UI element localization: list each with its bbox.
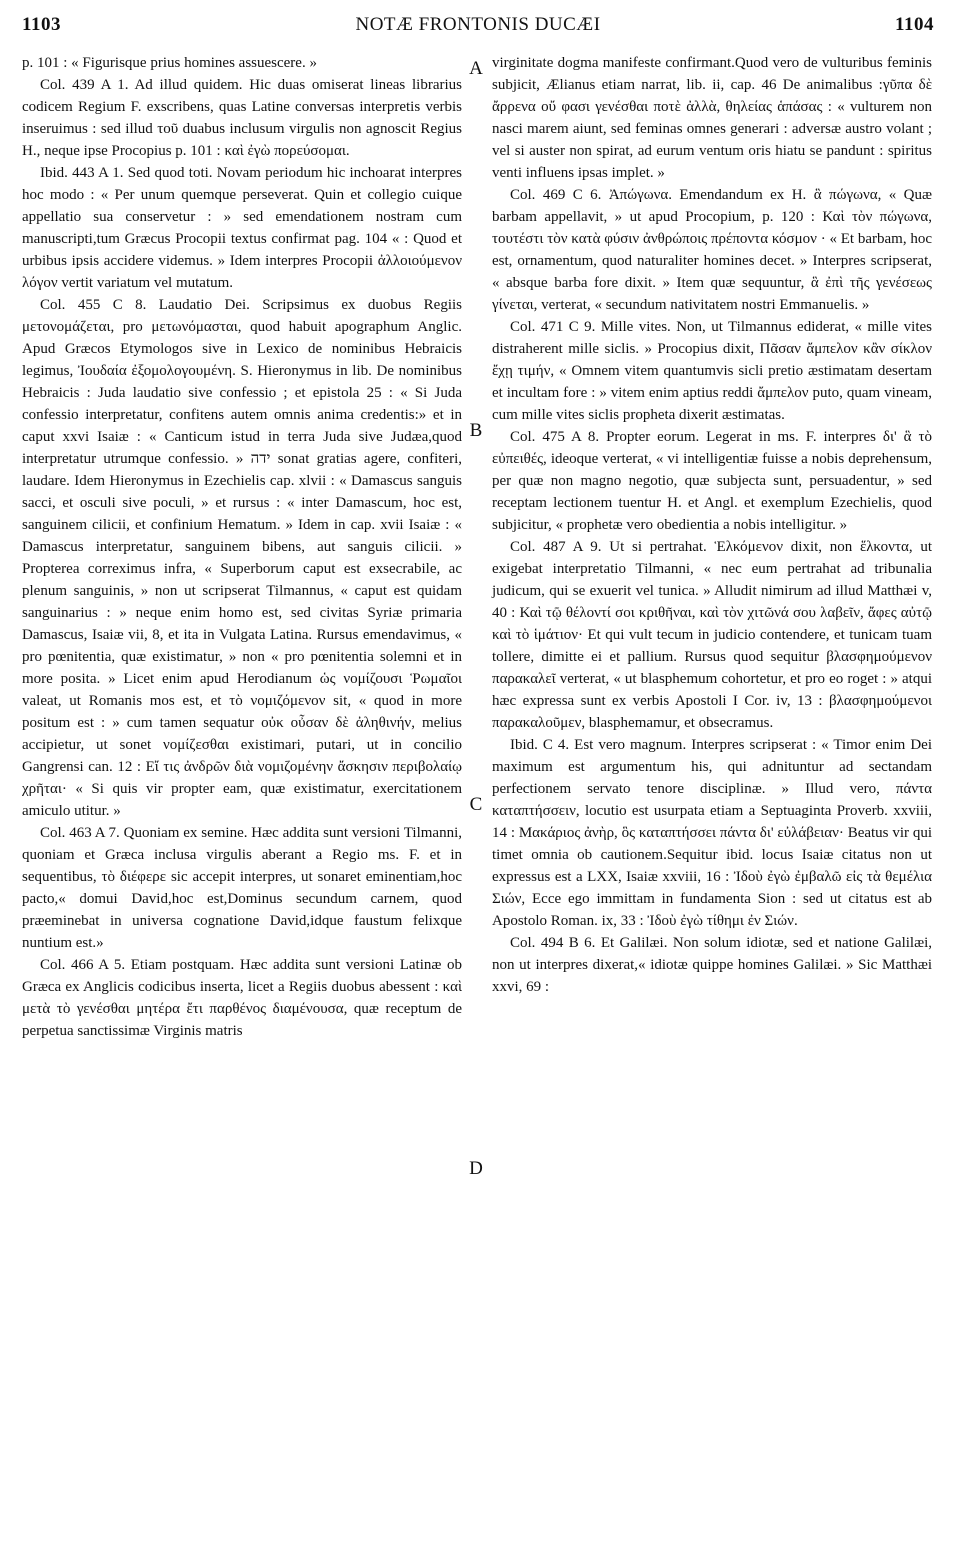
- paragraph: Col. 439 A 1. Ad illud quidem. Hic duas omiserat lineas librarius codicem Regium F. exscribens, quas Latine conversas interpretis verbis inseruimus : sed illud τοῦ duabus inclusum virgulis non agnoscit Regius H., neque ipse Procopius p. 101 : καὶ ἐγὼ πορεύσομαι.: [22, 77, 462, 159]
- paragraph: Col. 466 A 5. Etiam postquam. Hæc addita sunt versioni Latinæ ob Græca ex Anglicis codicibus inserta, licet a Regiis duobus abessent : καὶ μετὰ τὸ γενέσθαι μητέρα ἔτι παρθένος διαμένουσα, quæ receptum de perpetua sanctissimæ Virginis matris: [22, 957, 462, 1039]
- margin-marker-d: D: [469, 1158, 483, 1179]
- page-header: [22, 14, 934, 48]
- margin-marker-a: A: [469, 58, 483, 79]
- paragraph: Col. 469 C 6. Ἀπώγωνα. Emendandum ex H. ἃ πώγωνα, « Quæ barbam appellavit, » ut apud Procopium, p. 120 : Καὶ τὸν πώγωνα, τουτέστι τὸν κατὰ φύσιν ἀνθρώποις πρέποντα κόσμον · « Et barbam, hoc est, ornamentum, quod naturaliter homines decet. » Interpres scripserat, « absque barba fore dixit. » Item quæ sequuntur, ἃ ἐπὶ τῆς γενέσεως γίνεται, verterat, « secundum nativitatem nostri Emmanuelis. »: [492, 187, 932, 313]
- page-number-right: 1104: [895, 14, 934, 35]
- page-number-left: 1103: [22, 14, 61, 35]
- paragraph: Col. 494 B 6. Et Galilæi. Non solum idiotæ, sed et natione Galilæi, non ut interpres dixerat,« idiotæ quippe homines Galilæi. » Sic Matthæi xxvi, 69 :: [492, 935, 932, 995]
- paragraph: p. 101 : « Figurisque prius homines assuescere. »: [22, 55, 317, 71]
- right-column: [492, 52, 932, 998]
- paragraph: Col. 487 A 9. Ut si pertrahat. Ἑλκόμενον dixit, non ἕλκοντα, ut exigebat interpretatio Tilmanni, « nec eum pertrahat ad tribunalia judicum, qui se exuerit vel tunica. » Alludit nimirum ad illud Matthæi v, 40 : Καὶ τῷ θέλοντί σοι κριθῆναι, καὶ τὸν χιτῶνά σου λαβεῖν, ἄφες αὐτῷ καὶ τὸ ἱμάτιον· Et qui vult tecum in judicio contendere, et tunicam tuam tollere, dimitte ei et pallium. Rursus quod sequitur βλασφημούμενον παρακαλεῖ verterat, « ut blasphemum cohortetur, et pro eo roget : » atqui hæc expressa sunt ex verbis Apostoli I Cor. iv, 13 : βλασφημούμενοι παρακαλοῦμεν, blasphemamur, et obsecramus.: [492, 539, 932, 731]
- paragraph: Ibid. C 4. Est vero magnum. Interpres scripserat : « Timor enim Dei maximum est argumentum his, qui adnituntur ad sectandam perfectionem servato tenore disciplinæ. » Illud vero, πάντα καταπτήσσειν, locutio est usurpata etiam a Septuaginta Proverb. xxviii, 14 : Μακάριος ἀνὴρ, ὃς καταπτήσσει πάντα δι' εὐλάβειαν· Beatus vir qui timet omnia ob cautionem.Sequitur ibid. locus Isaiæ citatus non ut expressus est a LXX, Isaiæ xxviii, 16 : Ἰδοὺ ἐγὼ ἐμβαλῶ εἰς τὰ θεμέλια Σιών, Ecce ego immittam in fundamenta Sion : sed ut citatus est ab Apostolo Roman. ix, 33 : Ἰδοὺ ἐγὼ τίθημι ἐν Σιών.: [492, 737, 932, 929]
- margin-marker-c: C: [469, 794, 483, 815]
- paragraph: Col. 455 C 8. Laudatio Dei. Scripsimus ex duobus Regiis μετονομάζεται, pro μετωνόμασται, quod habuit apographum Anglic. Apud Græcos Etymologos sive in Lexico de nominibus Hebraicis legimus, Ἰουδαία ἐξομολογουμένη. S. Hieronymus in lib. De nominibus Hebraicis : Juda laudatio sive confessio ; et epistola 25 : « Si Juda confessio interpretatur, confitens autem omnis anima credentis:» et in caput xxvi Isaiæ : « Canticum istud in terra Juda sive Judæa,quod interpretatur utrumque confessio. » ידה sonat gratias agere, confiteri, laudare. Idem Hieronymus in Ezechielis cap. xlvii : « Damascus sanguis sacci, et osculi sive poculi, » et rursus : « inter Damascum, hoc est, sanguinem cilicii, et confinium Hematum. » Idem in cap. xvii Isaiæ : « Damascus interpretatur, sanguinem bibens, aut sanguis cilicii. » Propterea correximus infra, « Superborum caput est exsecrabile, ac plenum sanguinis, » non ut scripserat Tilmannus, « caput est quidam sanguinarius : » neque enim homo est, sed civitas Syriæ primaria Damascus, Isaiæ vii, 8, et ita in Vulgata Latina. Rursus emendavimus, « pro pœnitentia, quæ existimatur, » non « pro pœnitentia solemni et in more posita. » Licet enim apud Herodianum ὡς νομίζουσι Ῥωμαῖοι valeat, ut Romanis mos est, et τὸ νομιζόμενον sit, « quod in more positum est : » cum tamen sequatur οὐκ οὖσαν δὲ ἀληθινήν, melius accipietur, ut sonet νομίζεσθαι existimari, putari, ut in concilio Gangrensi can. 12 : Εἴ τις ἀνδρῶν διὰ νομιζομένην ἄσκησιν περιβολαίῳ χρῆται· « Si quis vir propter eam, quæ existimatur, exercitationem amiculo utitur. »: [22, 297, 462, 819]
- running-title: NOTÆ FRONTONIS DUCÆI: [355, 14, 601, 35]
- left-column: [22, 52, 462, 1042]
- paragraph: Col. 475 A 8. Propter eorum. Legerat in ms. F. interpres δι' ἃ τὸ εὐπειθές, ideoque verterat, « vi intelligentiæ fuisse a nobis deprehensum, per quæ non magno negotio, quæ subjecta sunt, persuadentur, » sed receptam lectionem tuentur H. et Angl. et exemplum Ezechielis, quod subjicitur, « prophetæ vero obedientia a nobis intelligitur. »: [492, 429, 932, 533]
- paragraph: Col. 471 C 9. Mille vites. Non, ut Tilmannus ediderat, « mille vites distraherent mille siclis. » Procopius dixit, Πᾶσαν ἄμπελον κἂν σίκλον ἔχῃ τιμήν, « Omnem vitem quantumvis sicli pretio æstimatam desertam et incultam fore : » vitem enim aptius reddi ἄμπελον puto, quam vineam, cum mille vites siclis propheta dixerit æstimatas.: [492, 319, 932, 423]
- paragraph: Col. 463 A 7. Quoniam ex semine. Hæc addita sunt versioni Tilmanni, quoniam et Græca inclusa virgulis aberant a Regio ms. F. et in sequentibus, τὸ διέφερε sic accepit interpres, ut sonaret eminentiam,hoc pacto,« domui David,hoc est,Dominus secundum carnem, quod præeminebat in universa cognatione David,idque faustum felixque nuntium est.»: [22, 825, 462, 951]
- margin-marker-b: B: [469, 420, 483, 441]
- paragraph: Ibid. 443 A 1. Sed quod toti. Novam periodum hic inchoarat interpres hoc modo : « Per unum quemque perseverat. Quin et collegio cuique appellatio sua conservetur : » sed emendationem nostram cum manuscripti,tum Græcus Procopii textus confirmat pag. 104 « : Quod et urbibus ipsis accidere videmus. » Idem interpres Procopii ἀλλοιούμενον λόγον vertit variatum vel mutatum.: [22, 165, 462, 291]
- paragraph: virginitate dogma manifeste confirmant.Quod vero de vulturibus feminis subjicit, Ælianus etiam narrat, lib. ii, cap. 46 De animalibus :γῦπα δὲ ἄρρενα οὔ φασι γενέσθαι ποτὲ ἀλλὰ, θηλείας ἁπάσας : « vulturem non nasci marem aiunt, sed feminas omnes generari : adversæ austro volant ; vel si auster non spirat, ad eurum ventum oris hiatu se pandunt : spiritus venti influens ipsas implet. »: [492, 55, 932, 181]
